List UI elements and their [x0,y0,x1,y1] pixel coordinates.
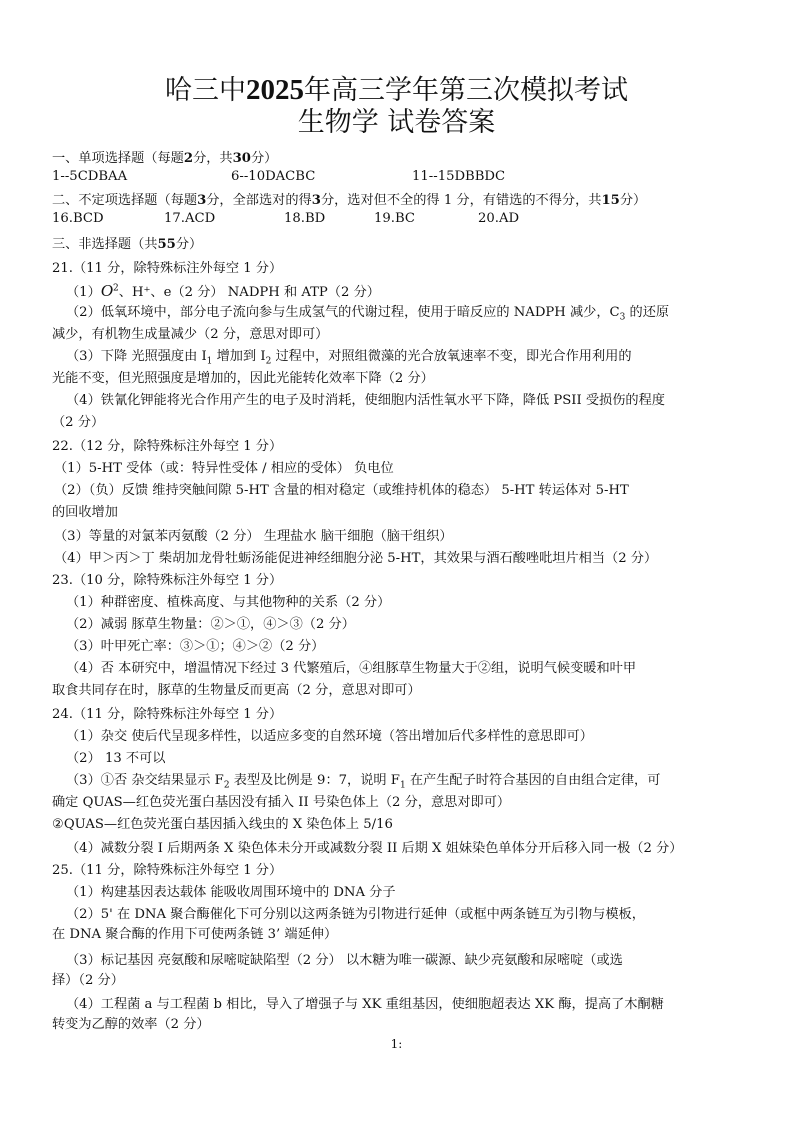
q21-part2-line2: 减少，有机物生成量减少（2 分，意思对即可） [52,327,329,342]
q23-part3: （3）叶甲死亡率：③＞①；④＞②（2 分） [66,639,325,654]
answer-group-2: 6--10DACBC [231,169,316,184]
q25-part1: （1）构建基因表达载体 能吸收周围环境中的 DNA 分子 [66,885,396,900]
subscript: 1 [399,780,406,791]
text: 二、不定项选择题（每题 [52,193,198,208]
q24-part1: （1）杂交 使后代呈现多样性，以适应多变的自然环境（答出增加后代多样性的意思即可） [66,729,593,744]
q21-heading: 21.（11 分，除特殊标注外每空 1 分） [52,261,283,276]
text: 在产生配子时符合基因的自由组合定律，可 [405,773,661,788]
q21-part3-line2: 光能不变，但光照强度是增加的，因此光能转化效率下降（2 分） [52,371,434,386]
subscript: 2 [223,780,230,791]
q21-part4-line1: （4）铁氰化钾能将光合作用产生的电子及时消耗，使细胞内活性氧水平下降，降低 PSII 受损伤的程度 [66,393,665,408]
q21-part2-line1 [66,304,669,322]
answer-group-1: 1--5CDBAA [52,169,128,184]
page-number: 1: [390,1037,403,1051]
text: 三、非选择题（共 [52,237,158,252]
q25-part3-line2: 择）（2 分） [52,973,124,988]
score: 3 [197,193,207,208]
text: 一、单项选择题（每题 [52,151,184,166]
q22-part2-line2: 的回收增加 [52,505,118,520]
q24-part3-line1 [66,772,660,790]
text: 表型及比例是 9：7，说明 F [229,773,400,788]
text: （3）①否 杂交结果显示 F [66,773,224,788]
text: 分） [175,237,203,252]
q24-part3-line3: ②QUAS—红色荧光蛋白基因插入线虫的 X 染色体上 5/16 [52,817,393,832]
text: 分，共 [193,151,233,166]
section-2-heading [52,192,646,210]
score: 3 [311,193,321,208]
title-suffix: 年高三学年第三次模拟考试 [304,75,628,106]
q23-part2: （2）减弱 豚草生物量：②＞①，④＞③（2 分） [66,617,355,632]
subscript: 1 [206,356,213,367]
q22-part2-line1: （2）（负）反馈 维持突触间隙 5-HT 含量的相对稳定（或维持机体的稳态） 5-HT 转运体对 5-HT [54,483,629,498]
q23-part4-line1: （4）否 本研究中，增温情况下经过 3 代繁殖后，④组豚草生物量大于②组，说明气候变暖和叶甲 [66,661,637,676]
q21-part3-line1 [66,348,632,366]
q23-heading: 23.（10 分，除特殊标注外每空 1 分） [52,573,283,588]
superscript: 2 [113,283,119,294]
text: 过程中，对照组微藻的光合放氧速率不变，即光合作用利用的 [271,349,632,364]
q25-part4-line1: （4）工程菌 a 与工程菌 b 相比，导入了增强子与 XK 重组基因，使细胞超表达 XK 酶，提高了木酮糖 [66,997,664,1012]
score: 2 [183,151,194,166]
text: 分） [250,151,278,166]
text: （2）低氧环境中，部分电子流向参与生成氢气的代谢过程，使用于暗反应的 NADPH 减少，C [66,305,620,320]
q25-part3-line1: （3）标记基因 亮氨酸和尿嘧啶缺陷型（2 分） 以木糖为唯一碳源、缺少亮氨酸和尿嘧啶（或选 [66,953,623,968]
text: 增加到 I [212,349,266,364]
q23-part4-line2: 取食共同存在时，豚草的生物量反而更高（2 分，意思对即可） [52,683,421,698]
text: 、H⁺、e（2 分） NADPH 和 ATP（2 分） [118,285,380,300]
text: （1） [66,285,101,300]
q25-part4-line2: 转变为乙醇的效率（2 分） [52,1017,210,1032]
q24-part3-line2: 确定 QUAS—红色荧光蛋白基因没有插入 II 号染色体上（2 分，意思对即可） [52,795,511,810]
subscript: 3 [619,312,626,323]
q24-part4: （4）减数分裂 I 后期两条 X 染色体未分开或减数分裂 II 后期 X 姐妹染色单体分开后移入同一极（2 分） [66,841,683,856]
q24-heading: 24.（11 分，除特殊标注外每空 1 分） [52,707,283,722]
answer-20: 20.AD [478,211,520,226]
q23-part1: （1）种群密度、植株高度、与其他物种的关系（2 分） [66,595,391,610]
q22-part4: （4）甲＞丙＞丁 柴胡加龙骨牡蛎汤能促进神经细胞分泌 5-HT，其效果与酒石酸唑吡坦片相当（2 分） [54,551,658,566]
page-subtitle: 生物学 试卷答案 [297,107,496,138]
total-score: 55 [157,237,176,252]
text: 分，选对但不全的得 1 分，有错选的不得分，共 [320,193,602,208]
q25-heading: 25.（11 分，除特殊标注外每空 1 分） [52,863,283,878]
answer-17: 17.ACD [164,211,216,226]
text: （3）下降 光照强度由 I [66,349,207,364]
q21-part4-line2: （2 分） [52,415,105,430]
q22-part1: （1）5-HT 受体（或：特异性受体 / 相应的受体） 负电位 [54,461,394,476]
q24-part2: （2） 13 不可以 [66,751,166,766]
oxygen-symbol: O [100,281,114,300]
subscript: 2 [265,356,272,367]
q21-part1 [66,282,380,302]
q22-part3: （3）等量的对氯苯丙氨酸（2 分） 生理盐水 脑干细胞（脑干组织） [54,529,453,544]
q25-part2-line1: （2）5' 在 DNA 聚合酶催化下可分别以这两条链为引物进行延伸（或框中两条链互为引物与模板， [66,907,645,922]
section-3-heading [52,236,202,254]
title-year: 2025 [246,74,304,106]
title-prefix: 哈三中 [165,75,246,106]
section-1-heading [52,150,277,168]
page-title [0,74,793,107]
text: 分） [619,193,647,208]
q25-part2-line2: 在 DNA 聚合酶的作用下可使两条链 3’ 端延伸） [52,927,338,942]
answer-group-3: 11--15DBBDC [412,169,506,184]
q22-heading: 22.（12 分，除特殊标注外每空 1 分） [52,439,283,454]
total-score: 15 [601,193,620,208]
answer-18: 18.BD [284,211,326,226]
text: 的还原 [625,305,670,320]
answer-19: 19.BC [374,211,415,226]
answer-16: 16.BCD [52,211,104,226]
text: 分，全部选对的得 [206,193,312,208]
total-score: 30 [232,151,251,166]
